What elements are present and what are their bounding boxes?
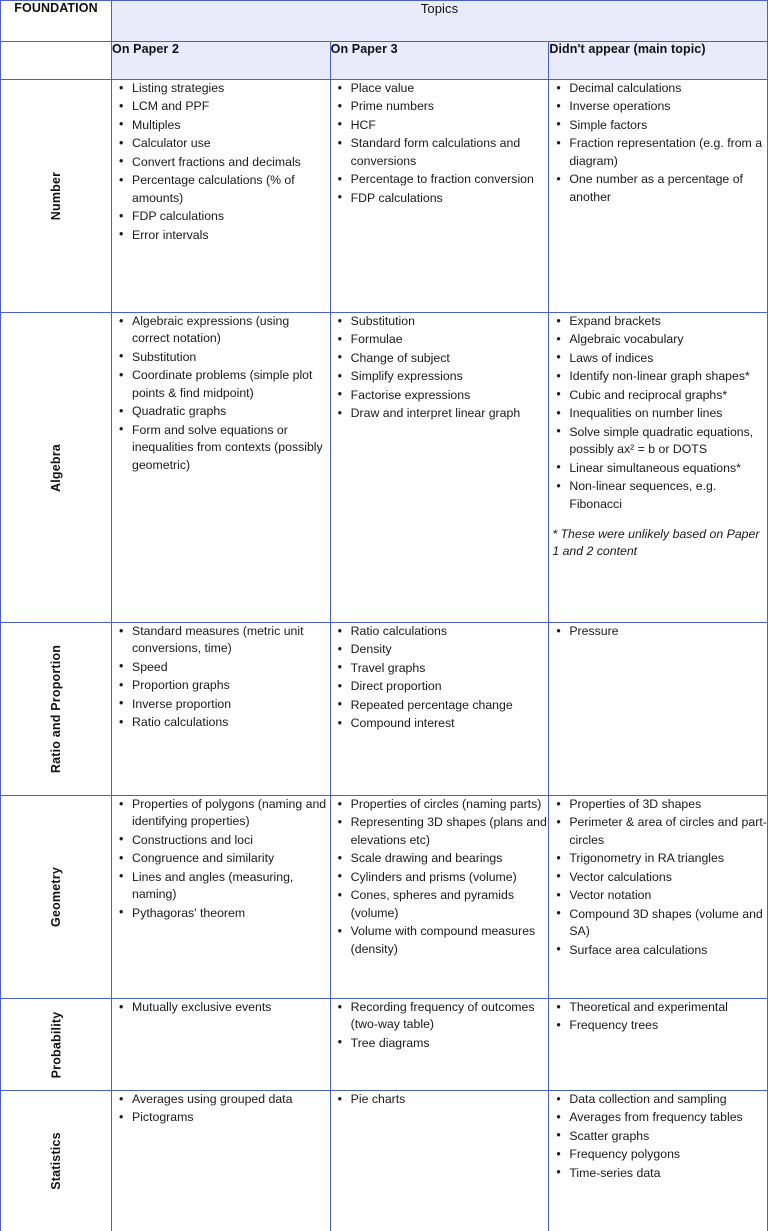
topic-list-item: • Cones, spheres and pyramids (volume): [331, 887, 549, 922]
topic-list: [331, 80, 549, 207]
topic-list-item: • Properties of 3D shapes: [549, 796, 767, 813]
topic-list-item: • Algebraic vocabulary: [549, 331, 767, 348]
topic-list-item: • Decimal calculations: [549, 80, 767, 97]
row-label-number: [1, 80, 112, 313]
topic-list-item: • LCM and PPF: [112, 98, 330, 115]
cell-number-on-paper-3: [330, 80, 549, 313]
topic-list-item: • Pictograms: [112, 1109, 330, 1126]
row-label-rotator: [1, 80, 111, 312]
cell-geometry-didnt-appear: [549, 796, 768, 999]
topic-list-item: • Prime numbers: [331, 98, 549, 115]
topic-list: [331, 1091, 549, 1108]
cell-ratio-and-proportion-on-paper-2: [112, 623, 331, 796]
topic-list-item: • Pie charts: [331, 1091, 549, 1108]
row-label-text: Number: [49, 171, 63, 221]
topic-list-item: • Frequency polygons: [549, 1146, 767, 1163]
topic-list: [549, 1091, 767, 1182]
topic-list-item: • Vector notation: [549, 887, 767, 904]
cell-ratio-and-proportion-on-paper-3: [330, 623, 549, 796]
table-row: [1, 623, 768, 796]
topic-list-item: • Calculator use: [112, 135, 330, 152]
topic-list-item: • Pressure: [549, 623, 767, 640]
topic-list-item: • Perimeter & area of circles and part-circles: [549, 814, 767, 849]
topic-list: [549, 796, 767, 959]
cell-number-on-paper-2: [112, 80, 331, 313]
row-label-text: Probability: [48, 1011, 63, 1078]
topic-list: [331, 313, 549, 423]
topic-list-item: • Properties of polygons (naming and identifying properties): [112, 796, 330, 831]
cell-algebra-didnt-appear: [549, 313, 768, 623]
topic-list-item: • Theoretical and experimental: [549, 999, 767, 1016]
topic-list: [331, 623, 549, 733]
topic-list-item: • Factorise expressions: [331, 387, 549, 404]
topic-list-item: • Time-series data: [549, 1165, 767, 1182]
topic-list-item: • Place value: [331, 80, 549, 97]
row-label-rotator: [1, 313, 111, 622]
row-label-text: Ratio and Proportion: [49, 644, 63, 774]
header-row-sub: [1, 42, 768, 80]
cell-geometry-on-paper-2: [112, 796, 331, 999]
cell-algebra-on-paper-2: [112, 313, 331, 623]
topic-list: [112, 623, 330, 732]
row-label-rotator: [1, 623, 111, 795]
topic-list-item: • Identify non-linear graph shapes*: [549, 368, 767, 385]
topic-list-item: • Pythagoras' theorem: [112, 905, 330, 922]
topic-list-item: • FDP calculations: [112, 208, 330, 225]
topic-list: [549, 80, 767, 206]
header-row-top: [1, 1, 768, 42]
topic-list-item: • Representing 3D shapes (plans and elevations etc): [331, 814, 549, 849]
cell-footnote: * These were unlikely based on Paper 1 and 2 content: [552, 526, 760, 559]
topic-list-item: • Substitution: [331, 313, 549, 330]
row-label-rotator: [1, 999, 111, 1090]
cell-probability-on-paper-2: [112, 999, 331, 1091]
table-row: [1, 313, 768, 623]
topic-list-item: • FDP calculations: [331, 190, 549, 207]
topic-list-item: • Laws of indices: [549, 350, 767, 367]
topic-list-item: • Surface area calculations: [549, 942, 767, 959]
table-row: [1, 1091, 768, 1231]
topic-list: [331, 999, 549, 1052]
cell-geometry-on-paper-3: [330, 796, 549, 999]
topic-list-item: • Ratio calculations: [331, 623, 549, 640]
topic-list-item: • Expand brackets: [549, 313, 767, 330]
cell-probability-didnt-appear: [549, 999, 768, 1091]
topic-list-item: • Vector calculations: [549, 869, 767, 886]
cell-statistics-on-paper-2: [112, 1091, 331, 1231]
topic-list-item: • Substitution: [112, 349, 330, 366]
topic-list-item: • Non-linear sequences, e.g. Fibonacci: [549, 478, 767, 513]
row-label-text: Algebra: [48, 443, 63, 492]
topic-list-item: • Multiples: [112, 117, 330, 134]
topic-list-item: • Mutually exclusive events: [112, 999, 330, 1016]
topic-list: [112, 313, 330, 474]
topic-list-item: • Frequency trees: [549, 1017, 767, 1034]
cell-ratio-and-proportion-didnt-appear: [549, 623, 768, 796]
topic-list-item: • Inverse proportion: [112, 696, 330, 713]
row-label-statistics: [1, 1091, 112, 1231]
topic-list-item: • Percentage to fraction conversion: [331, 171, 549, 188]
topic-list-item: • Direct proportion: [331, 678, 549, 695]
row-label-text: Geometry: [49, 867, 63, 927]
row-label-ratio-and-proportion: [1, 623, 112, 796]
cell-algebra-on-paper-3: [330, 313, 549, 623]
topic-list-item: • Percentage calculations (% of amounts): [112, 172, 330, 207]
topic-list-item: • Properties of circles (naming parts): [331, 796, 549, 813]
topic-list-item: • Cylinders and prisms (volume): [331, 869, 549, 886]
topic-list: [549, 999, 767, 1035]
row-label-text: Statistics: [49, 1132, 63, 1190]
row-label-rotator: [1, 796, 111, 998]
topic-list-item: • Compound interest: [331, 715, 549, 732]
topic-list-item: • Compound 3D shapes (volume and SA): [549, 906, 767, 941]
topic-list-item: • Cubic and reciprocal graphs*: [549, 387, 767, 404]
topic-list-item: • Data collection and sampling: [549, 1091, 767, 1108]
topic-list-item: • Simple factors: [549, 117, 767, 134]
topic-list: [331, 796, 549, 958]
topic-list-item: • Formulae: [331, 331, 549, 348]
topic-list-item: • Algebraic expressions (using correct notation): [112, 313, 330, 348]
topic-list-item: • Solve simple quadratic equations, possibly ax² = b or DOTS: [549, 424, 767, 459]
topic-list-item: • Form and solve equations or inequalities from contexts (possibly geometric): [112, 422, 330, 474]
topic-list-item: • Volume with compound measures (density): [331, 923, 549, 958]
topic-list-item: • Quadratic graphs: [112, 403, 330, 420]
topic-list-item: • Coordinate problems (simple plot points & find midpoint): [112, 367, 330, 402]
cell-probability-on-paper-3: [330, 999, 549, 1091]
topic-list-item: • Repeated percentage change: [331, 697, 549, 714]
topic-list: [112, 796, 330, 922]
header-column-on-paper-2: On Paper 2: [112, 42, 331, 80]
topic-list-item: • One number as a percentage of another: [549, 171, 767, 206]
topic-list-item: • Travel graphs: [331, 660, 549, 677]
topic-list-item: • Scatter graphs: [549, 1128, 767, 1145]
topic-list-item: • Lines and angles (measuring, naming): [112, 869, 330, 904]
topic-list-item: • Standard measures (metric unit conversions, time): [112, 623, 330, 658]
topic-list-item: • Change of subject: [331, 350, 549, 367]
topic-list-item: • Averages using grouped data: [112, 1091, 330, 1108]
topic-list-item: • Standard form calculations and conversions: [331, 135, 549, 170]
topic-list-item: • Tree diagrams: [331, 1035, 549, 1052]
row-label-geometry: [1, 796, 112, 999]
topic-list-item: • Density: [331, 641, 549, 658]
topic-list-item: • Inequalities on number lines: [549, 405, 767, 422]
row-label-probability: [1, 999, 112, 1091]
topic-list-item: • Error intervals: [112, 227, 330, 244]
topic-list: [549, 623, 767, 640]
topic-list-item: • Congruence and similarity: [112, 850, 330, 867]
topic-list-item: • Fraction representation (e.g. from a diagram): [549, 135, 767, 170]
topic-list: [112, 80, 330, 244]
table-body: [1, 80, 768, 1231]
topic-list-item: • Inverse operations: [549, 98, 767, 115]
table-row: [1, 80, 768, 313]
topic-list: [112, 1091, 330, 1127]
cell-number-didnt-appear: [549, 80, 768, 313]
table-row: [1, 796, 768, 999]
topic-list: [549, 313, 767, 513]
topic-list-item: • Proportion graphs: [112, 677, 330, 694]
header-foundation-label: FOUNDATION: [1, 1, 112, 42]
topic-list-item: • HCF: [331, 117, 549, 134]
cell-statistics-didnt-appear: [549, 1091, 768, 1231]
topic-list-item: • Averages from frequency tables: [549, 1109, 767, 1126]
table-header: [1, 1, 768, 80]
row-label-rotator: [1, 1091, 111, 1231]
header-column-didnt-appear: Didn't appear (main topic): [549, 42, 768, 80]
topic-list-item: • Speed: [112, 659, 330, 676]
header-spacer-cell: [1, 42, 112, 80]
topic-list-item: • Draw and interpret linear graph: [331, 405, 549, 422]
topic-list-item: • Convert fractions and decimals: [112, 154, 330, 171]
topic-list: [112, 999, 330, 1016]
topic-list-item: • Listing strategies: [112, 80, 330, 97]
topic-list-item: • Recording frequency of outcomes (two-way table): [331, 999, 549, 1034]
topic-list-item: • Linear simultaneous equations*: [549, 460, 767, 477]
topic-list-item: • Scale drawing and bearings: [331, 850, 549, 867]
cell-statistics-on-paper-3: [330, 1091, 549, 1231]
header-topics-label: Topics: [112, 1, 768, 42]
header-column-on-paper-3: On Paper 3: [330, 42, 549, 80]
topic-list-item: • Trigonometry in RA triangles: [549, 850, 767, 867]
table-row: [1, 999, 768, 1091]
topic-list-item: • Constructions and loci: [112, 832, 330, 849]
topic-list-item: • Ratio calculations: [112, 714, 330, 731]
topic-list-item: • Simplify expressions: [331, 368, 549, 385]
row-label-algebra: [1, 313, 112, 623]
